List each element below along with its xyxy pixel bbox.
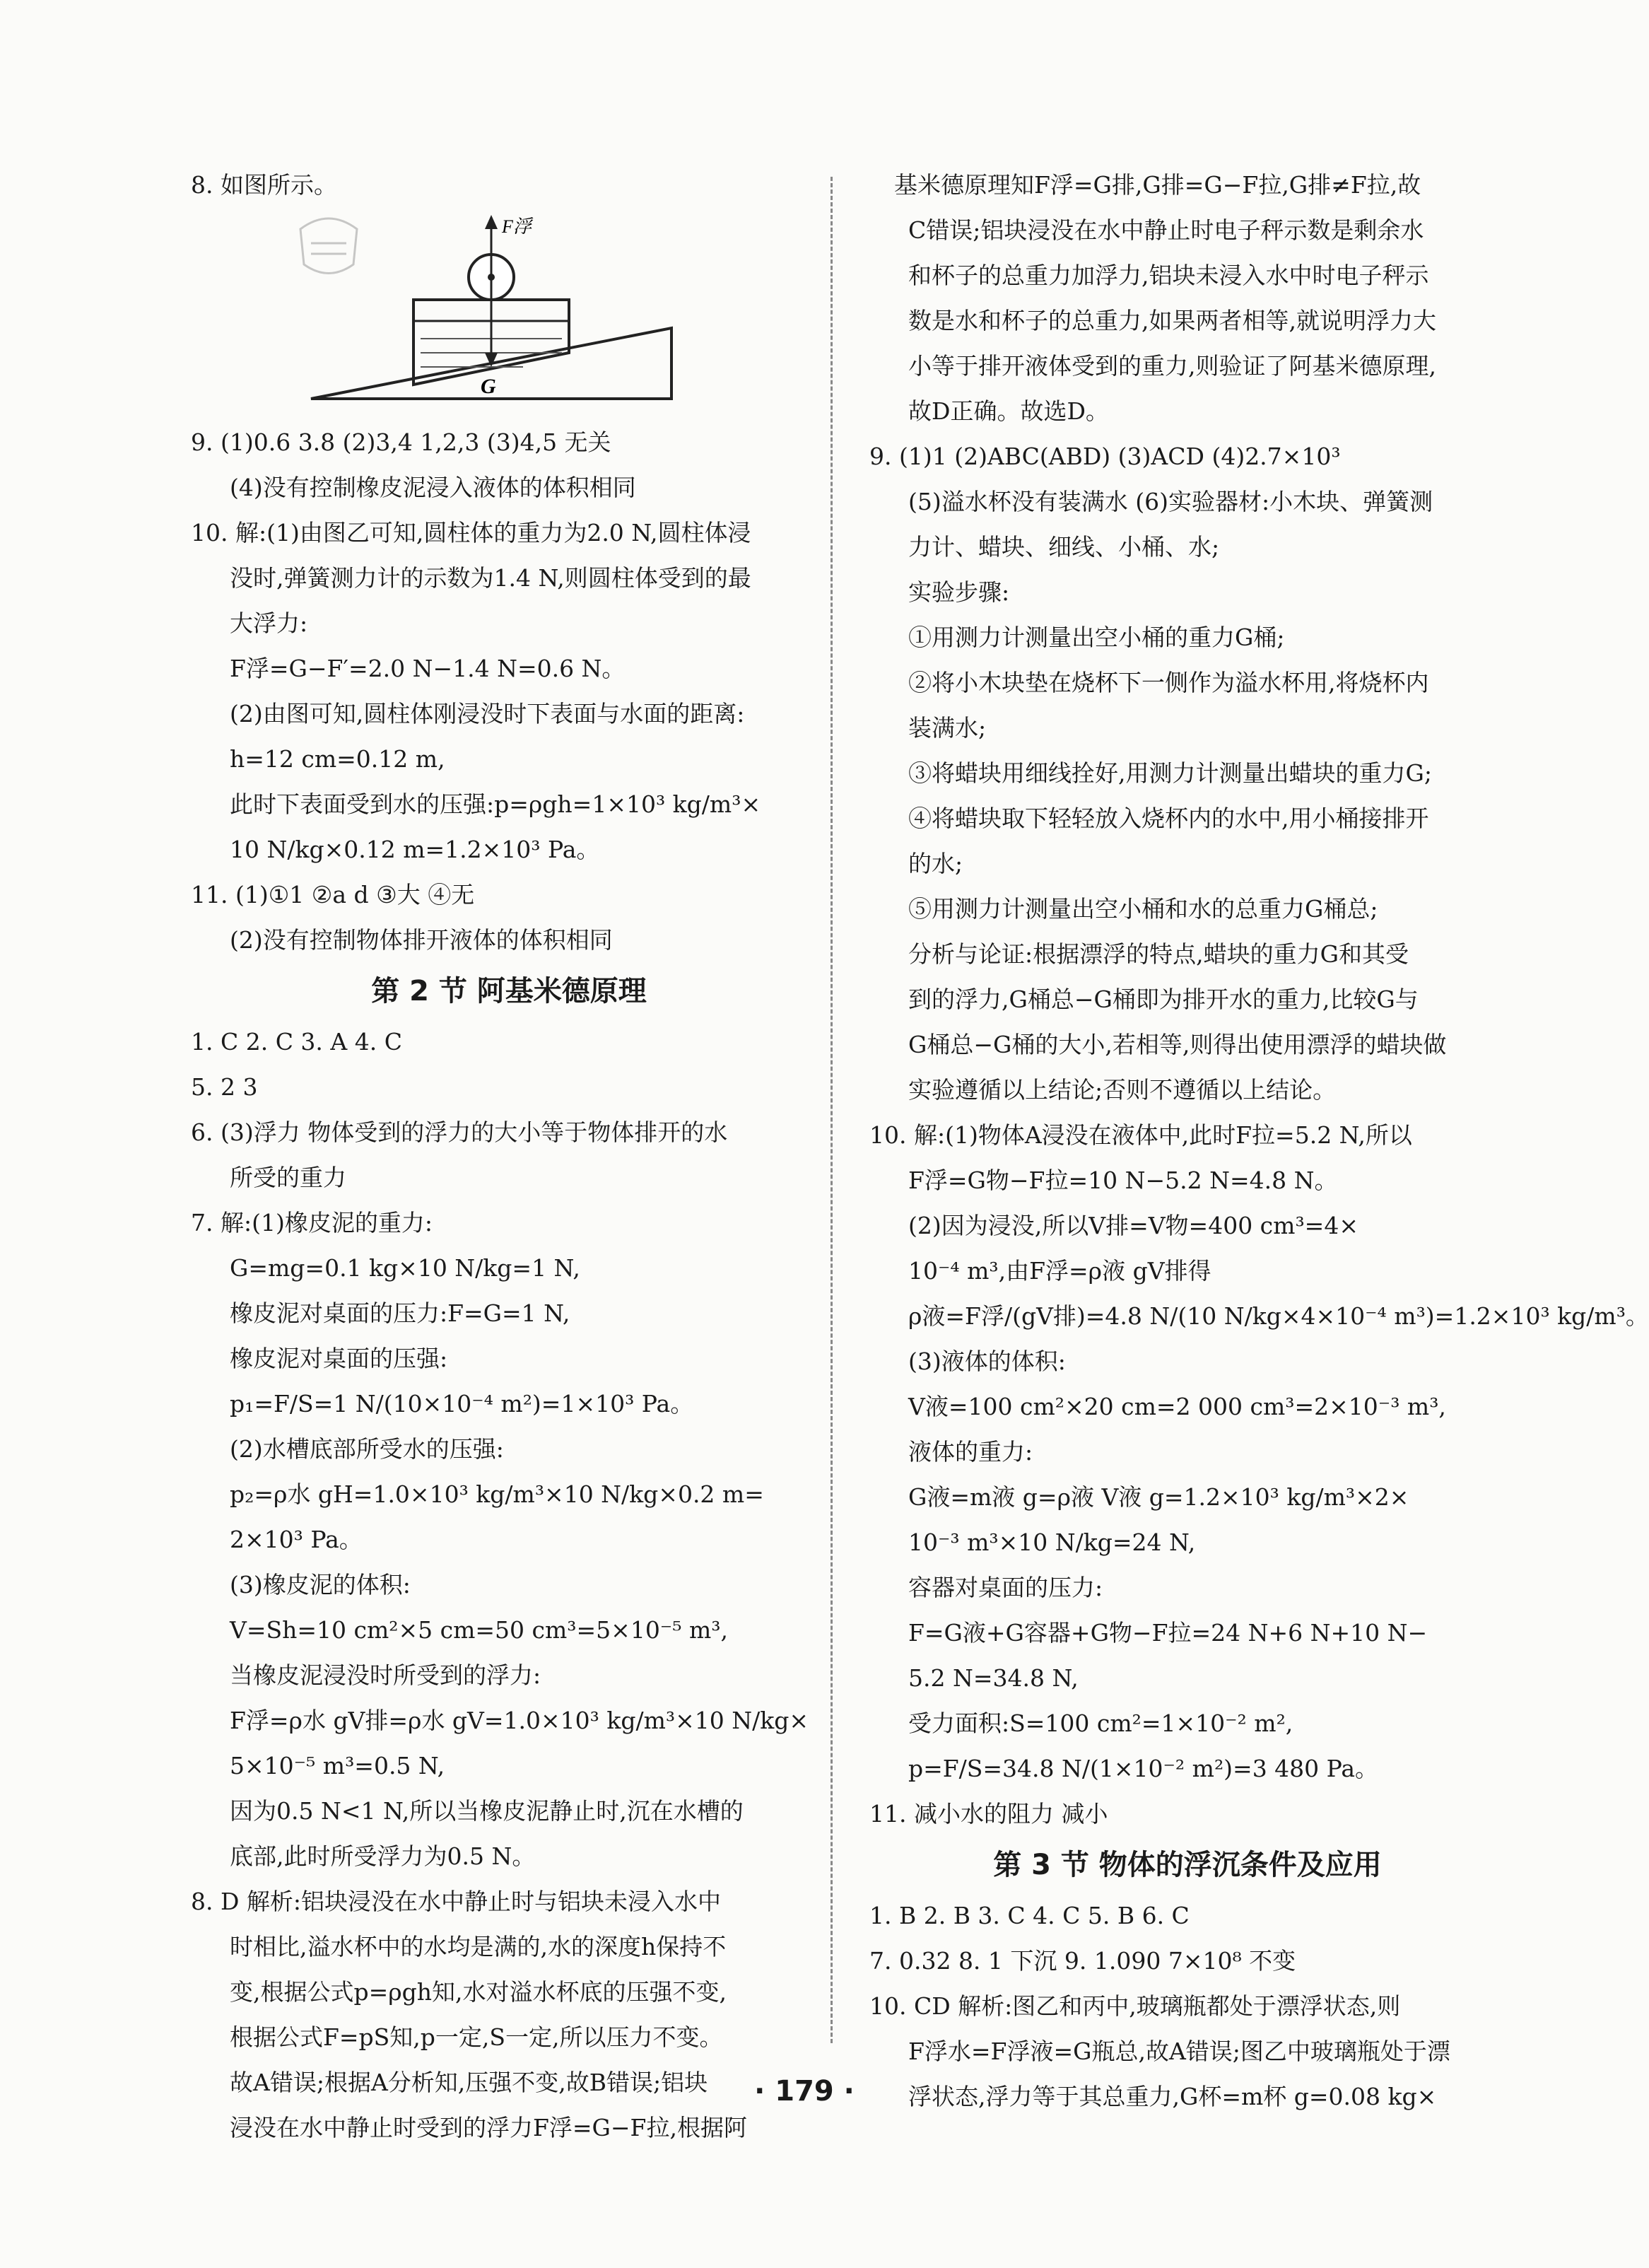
answer-line: V=Sh=10 cm²×5 cm=50 cm³=5×10⁻⁵ m³, <box>230 1616 728 1644</box>
answer-line: 10. CD 解析:图乙和丙中,玻璃瓶都处于漂浮状态,则 <box>869 1992 1401 2020</box>
answer-line: 1. B 2. B 3. C 4. C 5. B 6. C <box>869 1902 1190 1929</box>
answer-line: 基米德原理知F浮=G排,G排=G−F拉,G排≠F拉,故 <box>894 171 1421 199</box>
answer-line: 分析与论证:根据漂浮的特点,蜡块的重力G和其受 <box>908 940 1409 968</box>
answer-line: 7. 0.32 8. 1 下沉 9. 1.090 7×10⁸ 不变 <box>869 1947 1296 1975</box>
float-force-label: F浮 <box>502 216 532 237</box>
left-column <box>191 163 827 2151</box>
answer-line: 实验步骤: <box>908 578 1010 606</box>
answer-line: ⑤用测力计测量出空小桶和水的总重力G桶总; <box>908 895 1378 923</box>
answer-line: 10 N/kg×0.12 m=1.2×10³ Pa。 <box>230 836 600 863</box>
answer-line: (3)橡皮泥的体积: <box>230 1571 411 1598</box>
answer-line: p=F/S=34.8 N/(1×10⁻² m²)=3 480 Pa。 <box>908 1755 1379 1782</box>
answer-line: (2)因为浸没,所以V排=V物=400 cm³=4× <box>908 1212 1358 1239</box>
answer-line: G液=m液 g=ρ液 V液 g=1.2×10³ kg/m³×2× <box>908 1483 1409 1511</box>
answer-line: 因为0.5 N<1 N,所以当橡皮泥静止时,沉在水槽的 <box>230 1797 744 1825</box>
answer-line: V液=100 cm²×20 cm=2 000 cm³=2×10⁻³ m³, <box>908 1393 1446 1420</box>
answer-line: 5.2 N=34.8 N, <box>908 1664 1079 1692</box>
answer-line: 7. 解:(1)橡皮泥的重力: <box>191 1209 433 1237</box>
answer-line: 受力面积:S=100 cm²=1×10⁻² m², <box>908 1709 1293 1737</box>
answer-line: (2)由图可知,圆柱体刚浸没时下表面与水面的距离: <box>230 700 745 727</box>
answer-line: 小等于排开液体受到的重力,则验证了阿基米德原理, <box>908 352 1436 380</box>
answer-line: C错误;铝块浸没在水中静止时电子秤示数是剩余水 <box>908 216 1424 244</box>
answer-line: 变,根据公式p=ρgh知,水对溢水杯底的压强不变, <box>230 1978 727 2006</box>
answer-line: 数是水和杯子的总重力,如果两者相等,就说明浮力大 <box>908 307 1436 334</box>
answer-line: F浮=G物−F拉=10 N−5.2 N=4.8 N。 <box>908 1167 1338 1194</box>
answer-line: 的水; <box>908 850 963 877</box>
answer-line: 没时,弹簧测力计的示数为1.4 N,则圆柱体受到的最 <box>230 564 751 592</box>
answer-line: F浮水=F浮液=G瓶总,故A错误;图乙中玻璃瓶处于漂 <box>908 2038 1450 2065</box>
answer-line: 容器对桌面的压力: <box>908 1574 1103 1601</box>
answer-line: 所受的重力 <box>230 1164 346 1191</box>
answer-line: 11. (1)①1 ②a d ③大 ④无 <box>191 881 475 908</box>
answer-line: 10⁻³ m³×10 N/kg=24 N, <box>908 1528 1196 1556</box>
section-title-2: 第 2 节 阿基米德原理 <box>371 975 647 1007</box>
answer-line: 液体的重力: <box>908 1438 1033 1466</box>
answer-line: 浸没在水中静止时受到的浮力F浮=G−F拉,根据阿 <box>230 2114 747 2141</box>
answer-line: F浮=G−F′=2.0 N−1.4 N=0.6 N。 <box>230 655 626 682</box>
column-divider <box>831 177 833 2043</box>
answer-line: ④将蜡块取下轻轻放入烧杯内的水中,用小桶接排开 <box>908 805 1429 832</box>
buoyancy-figure <box>191 208 827 420</box>
answer-line: 实验遵循以上结论;否则不遵循以上结论。 <box>908 1076 1337 1104</box>
answer-line: h=12 cm=0.12 m, <box>230 745 445 773</box>
answer-line: 浮状态,浮力等于其总重力,G杯=m杯 g=0.08 kg× <box>908 2083 1437 2110</box>
answer-line: ρ液=F浮/(gV排)=4.8 N/(10 N/kg×4×10⁻⁴ m³)=1.2×10³ kg/m³。 <box>908 1302 1649 1330</box>
answer-line: (2)水槽底部所受水的压强: <box>230 1435 504 1463</box>
answer-line: p₂=ρ水 gH=1.0×10³ kg/m³×10 N/kg×0.2 m= <box>230 1480 764 1508</box>
answer-line: (2)没有控制物体排开液体的体积相同 <box>230 926 613 954</box>
answer-line: (3)液体的体积: <box>908 1348 1066 1375</box>
answer-line: 时相比,溢水杯中的水均是满的,水的深度h保持不 <box>230 1933 727 1960</box>
answer-line: 力计、蜡块、细线、小桶、水; <box>908 533 1220 561</box>
answer-line: 根据公式F=pS知,p一定,S一定,所以压力不变。 <box>230 2023 723 2051</box>
section-title-3: 第 3 节 物体的浮沉条件及应用 <box>993 1849 1382 1881</box>
answer-line: 橡皮泥对桌面的压力:F=G=1 N, <box>230 1299 570 1327</box>
answer-line: 11. 减小水的阻力 减小 <box>869 1800 1108 1828</box>
answer-line: 2×10³ Pa。 <box>230 1526 363 1553</box>
answer-line: 8. D 解析:铝块浸没在水中静止时与铝块未浸入水中 <box>191 1888 722 1915</box>
answer-line: 5. 2 3 <box>191 1073 258 1101</box>
answer-line: 6. (3)浮力 物体受到的浮力的大小等于物体排开的水 <box>191 1118 728 1146</box>
answer-line: 到的浮力,G桶总−G桶即为排开水的重力,比较G与 <box>908 986 1419 1013</box>
answer-line: 底部,此时所受浮力为0.5 N。 <box>230 1842 536 1870</box>
answer-line: G桶总−G桶的大小,若相等,则得出使用漂浮的蜡块做 <box>908 1031 1447 1058</box>
answer-line: 故D正确。故选D。 <box>908 397 1109 425</box>
answer-line: 此时下表面受到水的压强:p=ρgh=1×10³ kg/m³× <box>230 790 761 818</box>
answer-line: ②将小木块垫在烧杯下一侧作为溢水杯用,将烧杯内 <box>908 669 1429 696</box>
page-number: · 179 · <box>754 2075 855 2108</box>
q8-title: 8. 如图所示。 <box>191 171 337 199</box>
gravity-label: G <box>481 375 496 398</box>
answer-line: 5×10⁻⁵ m³=0.5 N, <box>230 1752 445 1779</box>
answer-line: 9. (1)1 (2)ABC(ABD) (3)ACD (4)2.7×10³ <box>869 443 1341 470</box>
answer-line: F=G液+G容器+G物−F拉=24 N+6 N+10 N− <box>908 1619 1428 1647</box>
answer-line: 10⁻⁴ m³,由F浮=ρ液 gV排得 <box>908 1257 1211 1285</box>
answer-line: 大浮力: <box>230 609 308 637</box>
answer-line: 10. 解:(1)由图乙可知,圆柱体的重力为2.0 N,圆柱体浸 <box>191 519 751 546</box>
answer-line: F浮=ρ水 gV排=ρ水 gV=1.0×10³ kg/m³×10 N/kg× <box>230 1707 809 1734</box>
answer-line: ③将蜡块用细线拴好,用测力计测量出蜡块的重力G; <box>908 759 1432 787</box>
answer-line: 故A错误;根据A分析知,压强不变,故B错误;铝块 <box>230 2069 708 2096</box>
answer-line: (4)没有控制橡皮泥浸入液体的体积相同 <box>230 474 636 501</box>
answer-line: G=mg=0.1 kg×10 N/kg=1 N, <box>230 1254 580 1282</box>
answer-line: 9. (1)0.6 3.8 (2)3,4 1,2,3 (3)4,5 无关 <box>191 428 611 456</box>
answer-line: 橡皮泥对桌面的压强: <box>230 1345 448 1372</box>
answer-line: 当橡皮泥浸没时所受到的浮力: <box>230 1661 541 1689</box>
answer-line: 10. 解:(1)物体A浸没在液体中,此时F拉=5.2 N,所以 <box>869 1121 1412 1149</box>
answer-line: p₁=F/S=1 N/(10×10⁻⁴ m²)=1×10³ Pa。 <box>230 1390 694 1418</box>
answer-line: (5)溢水杯没有装满水 (6)实验器材:小木块、弹簧测 <box>908 488 1433 515</box>
right-column <box>869 163 1649 2120</box>
answer-line: 装满水; <box>908 714 987 742</box>
answer-line: ①用测力计测量出空小桶的重力G桶; <box>908 624 1285 651</box>
answer-line: 和杯子的总重力加浮力,铝块未浸入水中时电子秤示 <box>908 262 1429 289</box>
answer-line: 1. C 2. C 3. A 4. C <box>191 1028 402 1056</box>
